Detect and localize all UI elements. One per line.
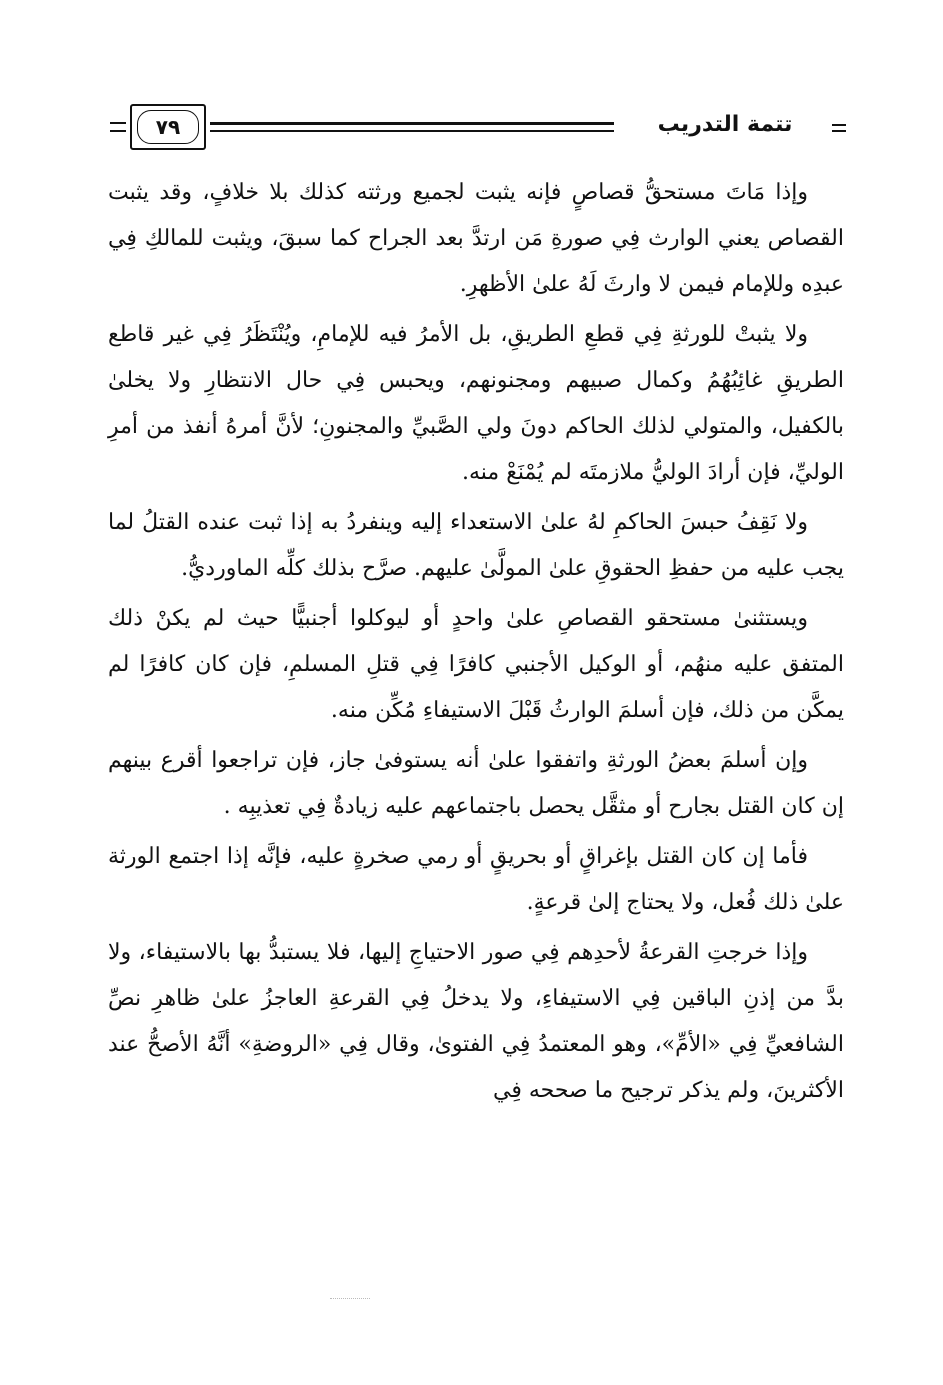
page-number-frame [130, 104, 206, 150]
header-ornament-right [832, 124, 846, 132]
running-title: تتمة التدريب [657, 112, 793, 137]
page-body [108, 170, 844, 1118]
paragraph: فأما إن كان القتل بإغراقٍ أو بحريقٍ أو رمي صخرةٍ عليه، فإنَّه إذا اجتمع الورثة علىٰ ذلك فُعل، ولا يحتاج إلىٰ قرعةٍ. [108, 844, 844, 915]
paragraph: وإن أسلمَ بعضُ الورثةِ واتفقوا علىٰ أنه يستوفىٰ جاز، فإن تراجعوا أقرع بينهم إن كان القتل بجارح أو مثقَّل يحصل باجتماعهم عليه زيادةٌ فِي تعذيبِه . [108, 748, 844, 819]
page-footer-mark [330, 1298, 370, 1299]
paragraph: ولا يثبتْ للورثةِ فِي قطعِ الطريقِ، بل الأمرُ فيه للإمامِ، ويُنْتَظَرُ فِي غير قاطع الطريقِ غائِبُهُمُ وكمال صبيهم ومجنونهم، ويحبس فِي حال الانتظارِ ولا يخلىٰ بالكفيل، والمتولي لذلك الحاكم دونَ ولي الصَّبيِّ والمجنونِ؛ لأنَّ أمرهُ أنفذ من أمرِ الوليِّ، فإن أرادَ الوليُّ ملازمتَه لم يُمْنَعْ منه. [108, 322, 844, 485]
paragraph: ويستثنىٰ مستحقو القصاصِ علىٰ واحدٍ أو ليوكلوا أجنبيًّا حيث لم يكنْ ذلك المتفق عليه منهُم، أو الوكيل الأجنبي كافرًا فِي قتلِ المسلمِ، فإن كان كافرًا لم يمكَّن من ذلك، فإن أسلمَ الوارثُ قَبْلَ الاستيفاءِ مُكِّن منه. [108, 606, 844, 723]
paragraph: ولا نَقِفُ حبسَ الحاكمِ لهُ علىٰ الاستعداء إليه وينفردُ به إذا ثبت عنده القتلُ لما يجب عليه من حفظِ الحقوقِ علىٰ المولَّىٰ عليهم. صرَّح بذلك كلِّه الماورديُّ. [108, 510, 844, 581]
paragraph: وإذا خرجتِ القرعةُ لأحدِهم فِي صور الاحتياجِ إليها، فلا يستبدُّ بها بالاستيفاء، ولا بدَّ من إذنِ الباقين فِي الاستيفاءِ، ولا يدخلُ فِي القرعةِ العاجزُ علىٰ ظاهرِ نصِّ الشافعيِّ فِي «الأمِّ»، وهو المعتمدُ فِي الفتوىٰ، وقال فِي «الروضةِ» أنَّهُ الأصحُّ عند الأكثرينَ، ولم يذكر ترجيح ما صححه فِي [108, 940, 844, 1103]
header-rule [210, 122, 614, 132]
page-number: ٧٩ [137, 110, 199, 144]
page-header [110, 98, 846, 158]
header-ornament-left [110, 122, 126, 132]
paragraph: وإذا مَاتَ مستحقُّ قصاصٍ فإنه يثبت لجميع ورثته كذلك بلا خلافٍ، وقد يثبت القصاص يعني الوارث فِي صورةِ مَن ارتدَّ بعد الجراح كما سبقَ، ويثبت للمالكِ فِي عبدِه وللإمام فيمن لا وارثَ لَهُ علىٰ الأظهرِ. [108, 180, 844, 297]
